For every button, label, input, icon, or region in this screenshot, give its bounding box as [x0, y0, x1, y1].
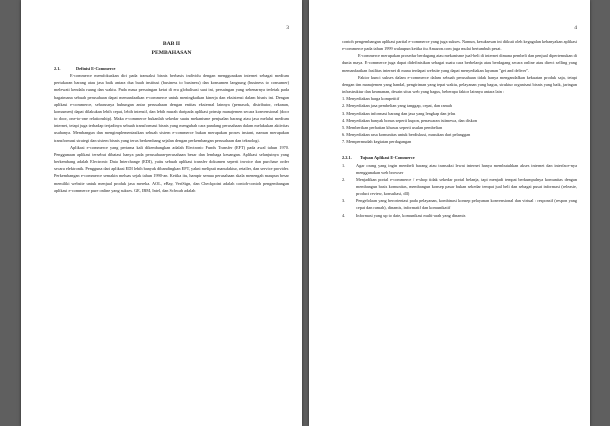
list-text: Pengelolaan yang berorientasi pada pelayanan, kombinasi konsep pelayanan konvensional dan virtual : responsif (respon yang cepat dan ramah), dinamis, informatif dan komunikatif: [356, 198, 577, 211]
list-item: 2. Menyediakan jasa pembelian yang tanggap, cepat, dan ramah: [342, 103, 452, 109]
list-item: 7. Mempermudah kegiatan perdagangan: [342, 139, 412, 145]
list-text: Informasi yang up to date, komunikasi multi-arah yang dinamis: [356, 212, 466, 218]
chapter-heading: BAB II: [162, 41, 181, 47]
list-item: 4. Menyediakan banyak bonus seperti kupon, penawaran istimewa, dan diskon: [342, 117, 478, 123]
list-text: Agar orang yang ingin membeli barang atau transaksi lewat internet hanya membutuhkan akses internet dan interface-nya menggunakan web browser: [356, 162, 577, 175]
list-item: [342, 176, 577, 197]
section-heading: [54, 65, 289, 72]
chapter-title: PEMBAHASAN: [151, 50, 192, 56]
list-item: [342, 162, 577, 176]
subsection-title: Tujuan Aplikasi E-Commerce: [360, 155, 415, 161]
goal-list: [342, 162, 577, 219]
subsection-heading: [342, 154, 577, 161]
list-item: 5. Memberikan perhatian khusus seperti usulan pembelian: [342, 124, 443, 130]
list-number: 3.: [342, 198, 346, 204]
section-number: 2.1.: [54, 66, 61, 71]
page-number: 4: [574, 25, 577, 31]
paragraph-continuation: contoh pengembangan aplikasi partial e-commerce yang juga sukses. Namun, kesuksesan ini diikuti oleh kegagalan kebanyakan aplikasi e-commerce pada tahun 1999 walaupun ketika itu Amazon.com juga mulai bertumbuh pesat.: [342, 39, 577, 52]
paragraph: E-commerce memfokuskan diri pada transaksi bisnis berbasis individu dengan menggunakan internet sebagai medium pertukaran barang atau jasa baik antara dua buah institusi (business to business) dan konsumen langsung (business to consumer) melewati kendala ruang dan waktu. Pada masa persaingan ketat di era globalisasi saat ini, persaingan yang sebenarnya terletak pada bagaimana sebuah perusahaan dapat memanfaatkan e-commerce untuk meningkatkan kinerja dan eksistensi dalam bisnis ini. Dengan aplikasi e-commerce, seharusnya hubungan antar perusahaan dengan entitas eksternal lainnya (pemasok, distributor, rekanan, konsumen) dapat dilakukan lebih cepat, lebih intensif, dan lebih murah daripada aplikasi prinsip manajemen secara konvensional (door to door, one-to-one relationship). Maka e-commerce bukanlah sekedar suatu mekanisme penjualan barang atau jasa melalui medium internet, tetapi juga terhadap terjadinya sebuah transformasi bisnis yang mengubah cara pandang perusahaan dalam melakukan aktivitas usahanya. Membangun dan mengimplementasikan sebuah sistem e-commerce bukan merupakan proses instant, namun merupakan transformasi strategi dan sistem bisnis yang terus berkembang sejalan dengan perkembangan perusahaan dan teknologi.: [54, 73, 289, 143]
list-item: [342, 212, 577, 219]
paragraph: Faktor kunci sukses dalam e-commerce dalam sebuah perusahaan tidak hanya mengandalkan kekuatan produk saja, tetapi dengan tim manajemen yang handal, pengiriman yang tepat waktu, pelayanan yang bagus, struktur organisasi bisnis yang baik, jaringan infrastruktur dan keamanan, desain situs web yang bagus, beberapa faktor lainnya antara lain :: [342, 74, 577, 95]
list-item: 6. Menyediakan rasa komunitas untuk berdiskusi, masukan dari pelanggan: [342, 132, 471, 138]
paragraph: E-commerce merupakan prosedur berdagang atau mekanisme jual-beli di internet dimana pembeli dan penjual dipertemukan di dunia maya. E-commerce juga dapat didefinisikan sebagai suatu cara berbelanja atau berdagang secara online atau direct selling yang memanfaatkan fasilitas internet di mana terdapat website yang dapat menyediakan layanan "get and deliver".: [342, 53, 577, 73]
list-text: Menjadikan portal e-commerce / e-shop tidak sekedar portal belanja, tapi menjadi tempat berkumpulnya komunitas dengan membangun basis komunitas, membangun konsep pasar bukan sekedar tempat jual beli dan sebagai pusat informasi (releasie, product review, konsultasi, dll): [356, 176, 577, 197]
page-4: [309, 0, 590, 426]
list-item: [342, 197, 577, 211]
subsection-number: 2.2.1.: [342, 155, 352, 161]
page-content: [342, 38, 577, 219]
page-3: [21, 0, 302, 426]
factor-list: [342, 95, 577, 145]
section-title: Definisi E-Commerce: [76, 66, 116, 71]
page-content: [54, 40, 289, 194]
list-number: 4.: [342, 212, 346, 218]
list-number: 1.: [342, 162, 346, 168]
list-item: 3. Menyediakan informasi barang dan jasa yang lengkap dan jelas: [342, 110, 456, 116]
list-item: 1. Menyediakan harga kompetitif: [342, 96, 400, 102]
paragraph: Aplikasi e-commerce yang pertama kali dikembangkan adalah Electronic Funds Transfer (EFT) pada awal tahun 1970. Penggunaan aplikasi tersebut dibatasi hanya pada perusahaan-perusahaan besar dan lembaga keuangan. Aplikasi selanjutnya yang berkembang adalah Electronic Data Interchange (EDI), yaitu sebuah aplikasi transfer dokumen seperti invoice dan purchase order secara elektronik. Pengguna dari aplikasi EDI lebih banyak dibandingkan EFT, yakni meliputi manufaktur, retailer, dan service provider. Perkembangan e-commerce semakin meluas sejak tahun 1990-an. Ketika itu, hampir semua perusahaan skala menengah maupun besar memiliki website untuk menjual produk jasa mereka. AOL, eBay, VeriSign, dan Checkpoint adalah contoh-contoh pengembangan aplikasi e-commerce pure online yang sukses. GE, IBM, Intel, dan Schwab adalah: [54, 144, 289, 193]
page-number: 3: [286, 25, 289, 31]
list-number: 2.: [342, 176, 346, 182]
